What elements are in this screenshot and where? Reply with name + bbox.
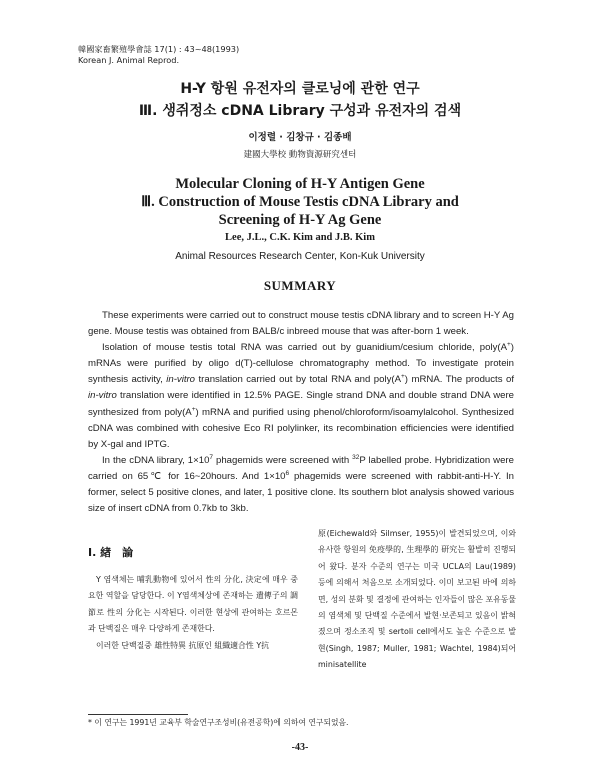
footnote-rule	[88, 714, 188, 715]
intro-paragraph-continued: 原(Eichewald와 Silmser, 1955)이 발견되었으며, 이와 유사한 항원의 免疫學的, 生理學的 研究는 활발히 진행되어 왔다. 분자 수준의 연구는 미국 UCLA의 Lau(1989) 등에 의해서 처음으로 소개되었다. 이미 보고된 바에 의하면, 성의 분화 및 결정에 관여하는 인자들이 많은 포유동물의 염색체 및 단백질 수준에서 발현·보존되고 있음이 밝혀졌으며 정소조직 및 sertoli cell에서도 높은 수준으로 발현(Singh, 1987; Muller, 1981; Wachtel, 1984)되어 minisatellite	[318, 529, 516, 670]
korean-authors: 이정렬 · 김창규 · 김종배	[248, 132, 352, 143]
journal-info	[78, 44, 239, 66]
journal-citation: 韓國家畜繁殖學會誌 17(1) : 43~48(1993)	[78, 44, 240, 54]
left-column	[88, 536, 298, 654]
summary-paragraph-2: Isolation of mouse testis total RNA was carried out by guanidium/cesium chloride, poly(A+) mRNAs were purified by oligo d(T)-cellulose chromatography method. To investigate protein synthesis activity, in-vitro translation carried out by total RNA and poly(A+) mRNA. The products of in-vitro translation were identified in 12.5% PAGE. Single strand DNA and double strand DNA were synthesized from poly(A+) mRNA and purified using phenol/chloroform/isoamylalcohol. Synthesized cDNA was combined with cohesive Eco RI polylinker, its recombination efficiencies were identified by X-gal and IPTG.	[88, 341, 515, 450]
korean-affiliation: 建國大學校 動物資源研究센터	[243, 150, 357, 160]
english-title-line1: Molecular Cloning of H-Y Antigen Gene	[175, 176, 425, 192]
intro-paragraph-1: Y 염색체는 哺乳動物에 있어서 性의 分化, 決定에 매우 중요한 역할을 담당한다. 이 Y염색체상에 존재하는 遺傳子의 調節로 性의 分化는 시작된다. 이러한 현상에 관여하는 호르몬과 단백질은 매우 다양하게 존재한다.	[88, 575, 298, 634]
page-number: -43-	[291, 742, 309, 753]
english-authors: Lee, J.L., C.K. Kim and J.B. Kim	[225, 232, 375, 243]
korean-title-line2: Ⅲ. 생쥐정소 cDNA Library 구성과 유전자의 검색	[138, 103, 462, 119]
english-title-line2: Ⅲ. Construction of Mouse Testis cDNA Library and	[141, 194, 459, 210]
summary-heading: SUMMARY	[263, 278, 337, 293]
journal-english-name: Korean J. Animal Reprod.	[78, 55, 180, 65]
summary-text	[88, 308, 514, 517]
summary-paragraph-3: In the cDNA library, $1\times 10^7$ phagemids were screened with $^{32}$P labelled probe. Hybridization were carried on 65℃ for 16~20hours. And $1\times 10^6$ phagemids were screened with rabbit-anti-H-Y. In former, select 5 positive clones, and later, 1 positive clone. Its southern blot analysis showed various size of insert cDNA from 0.7kb to 3kb.	[88, 453, 515, 515]
footnote: * 이 연구는 1991년 교육부 학술연구조성비(유전공학)에 의하여 연구되었음.	[88, 718, 349, 727]
intro-paragraph-2: 이러한 단백질중 雄性特異 抗原인 組織適合性 Y抗	[96, 640, 270, 650]
english-affiliation: Animal Resources Research Center, Kon-Kuk University	[175, 251, 425, 262]
summary-paragraph-1: These experiments were carried out to construct mouse testis cDNA library and to screen H-Y Ag gene. Mouse testis was obtained from BALB/c inbreed mouse that was after-born 1 week.	[88, 310, 514, 338]
right-column	[318, 526, 516, 674]
english-title-line3: Screening of H-Y Ag Gene	[218, 212, 382, 228]
korean-title-line1: H-Y 항원 유전자의 클로닝에 관한 연구	[180, 81, 420, 97]
section-heading-introduction: Ⅰ. 緖 論	[88, 546, 134, 559]
